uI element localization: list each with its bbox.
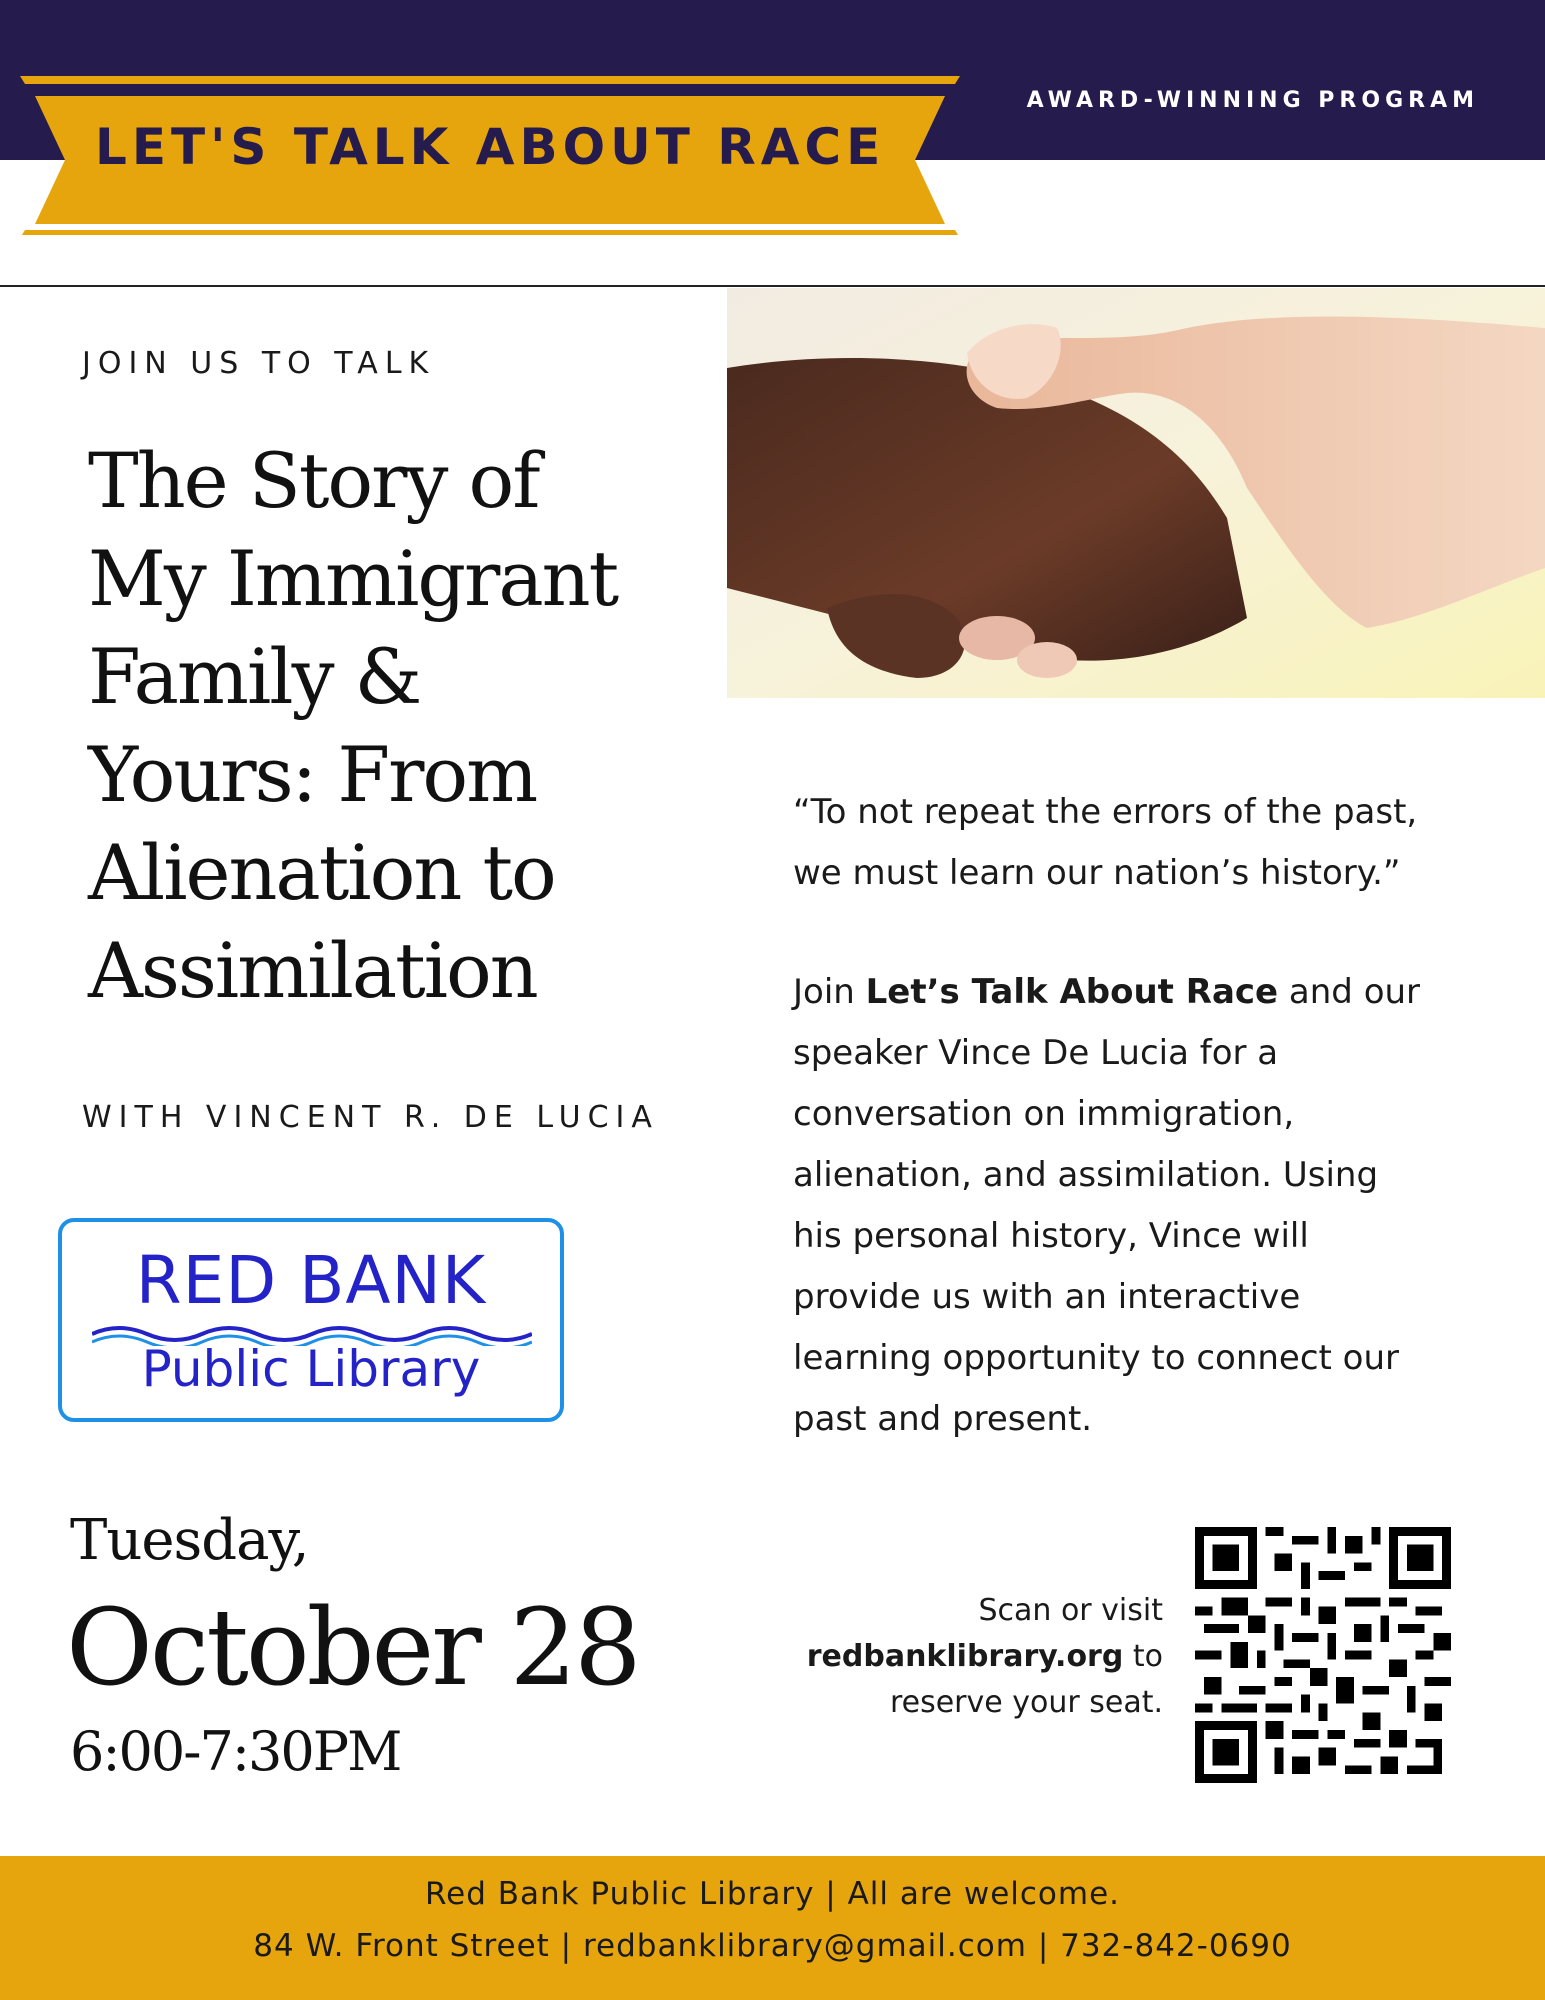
- logo-line1: RED BANK: [135, 1242, 487, 1319]
- library-logo: [58, 1218, 564, 1422]
- description-line: speaker Vince De Lucia for a: [793, 1033, 1279, 1073]
- title-line: Assimilation: [88, 926, 537, 1015]
- speaker-line: WITH VINCENT R. DE LUCIA: [82, 1100, 659, 1135]
- event-title: [88, 432, 728, 1020]
- title-line: My Immigrant: [88, 534, 618, 623]
- description-line: provide us with an interactive: [793, 1277, 1301, 1317]
- quote-line: we must learn our nation’s history.”: [793, 853, 1401, 893]
- event-description: [793, 962, 1513, 1450]
- award-label: AWARD-WINNING PROGRAM: [1026, 88, 1479, 113]
- qr-code-icon[interactable]: [1195, 1527, 1451, 1783]
- title-line: Family &: [88, 632, 421, 721]
- reserve-text: [760, 1588, 1163, 1726]
- title-line: Yours: From: [88, 730, 537, 819]
- description-line: alienation, and assimilation. Using: [793, 1155, 1379, 1195]
- program-name: Let’s Talk About Race: [865, 972, 1279, 1012]
- website-link[interactable]: redbanklibrary.org: [806, 1639, 1124, 1674]
- handshake-photo: [727, 288, 1545, 698]
- quote-line: “To not repeat the errors of the past,: [793, 792, 1418, 832]
- logo-line2: Public Library: [141, 1340, 481, 1398]
- divider-rule: [0, 285, 1545, 287]
- event-time: 6:00-7:30PM: [70, 1720, 401, 1783]
- reserve-line: Scan or visit: [978, 1593, 1163, 1628]
- footer-band: [0, 1856, 1545, 2000]
- title-line: The Story of: [88, 436, 539, 525]
- reserve-line: redbanklibrary.org to: [806, 1639, 1163, 1674]
- description-line: his personal history, Vince will: [793, 1216, 1309, 1256]
- reserve-line: reserve your seat.: [889, 1685, 1163, 1720]
- banner-title: LET'S TALK ABOUT RACE: [95, 118, 886, 176]
- event-day: Tuesday,: [70, 1508, 309, 1573]
- description-line: past and present.: [793, 1399, 1093, 1439]
- title-line: Alienation to: [88, 828, 555, 917]
- description-line: learning opportunity to connect our: [793, 1338, 1400, 1378]
- description-line: Join Let’s Talk About Race and our: [793, 972, 1421, 1012]
- description-line: conversation on immigration,: [793, 1094, 1295, 1134]
- footer-line: Red Bank Public Library | All are welcome.: [424, 1876, 1121, 1912]
- event-date: October 28: [66, 1586, 639, 1709]
- quote: [793, 782, 1513, 904]
- event-kicker: JOIN US TO TALK: [82, 346, 436, 381]
- footer-contact: 84 W. Front Street | redbanklibrary@gmail.com | 732-842-0690: [253, 1928, 1292, 1964]
